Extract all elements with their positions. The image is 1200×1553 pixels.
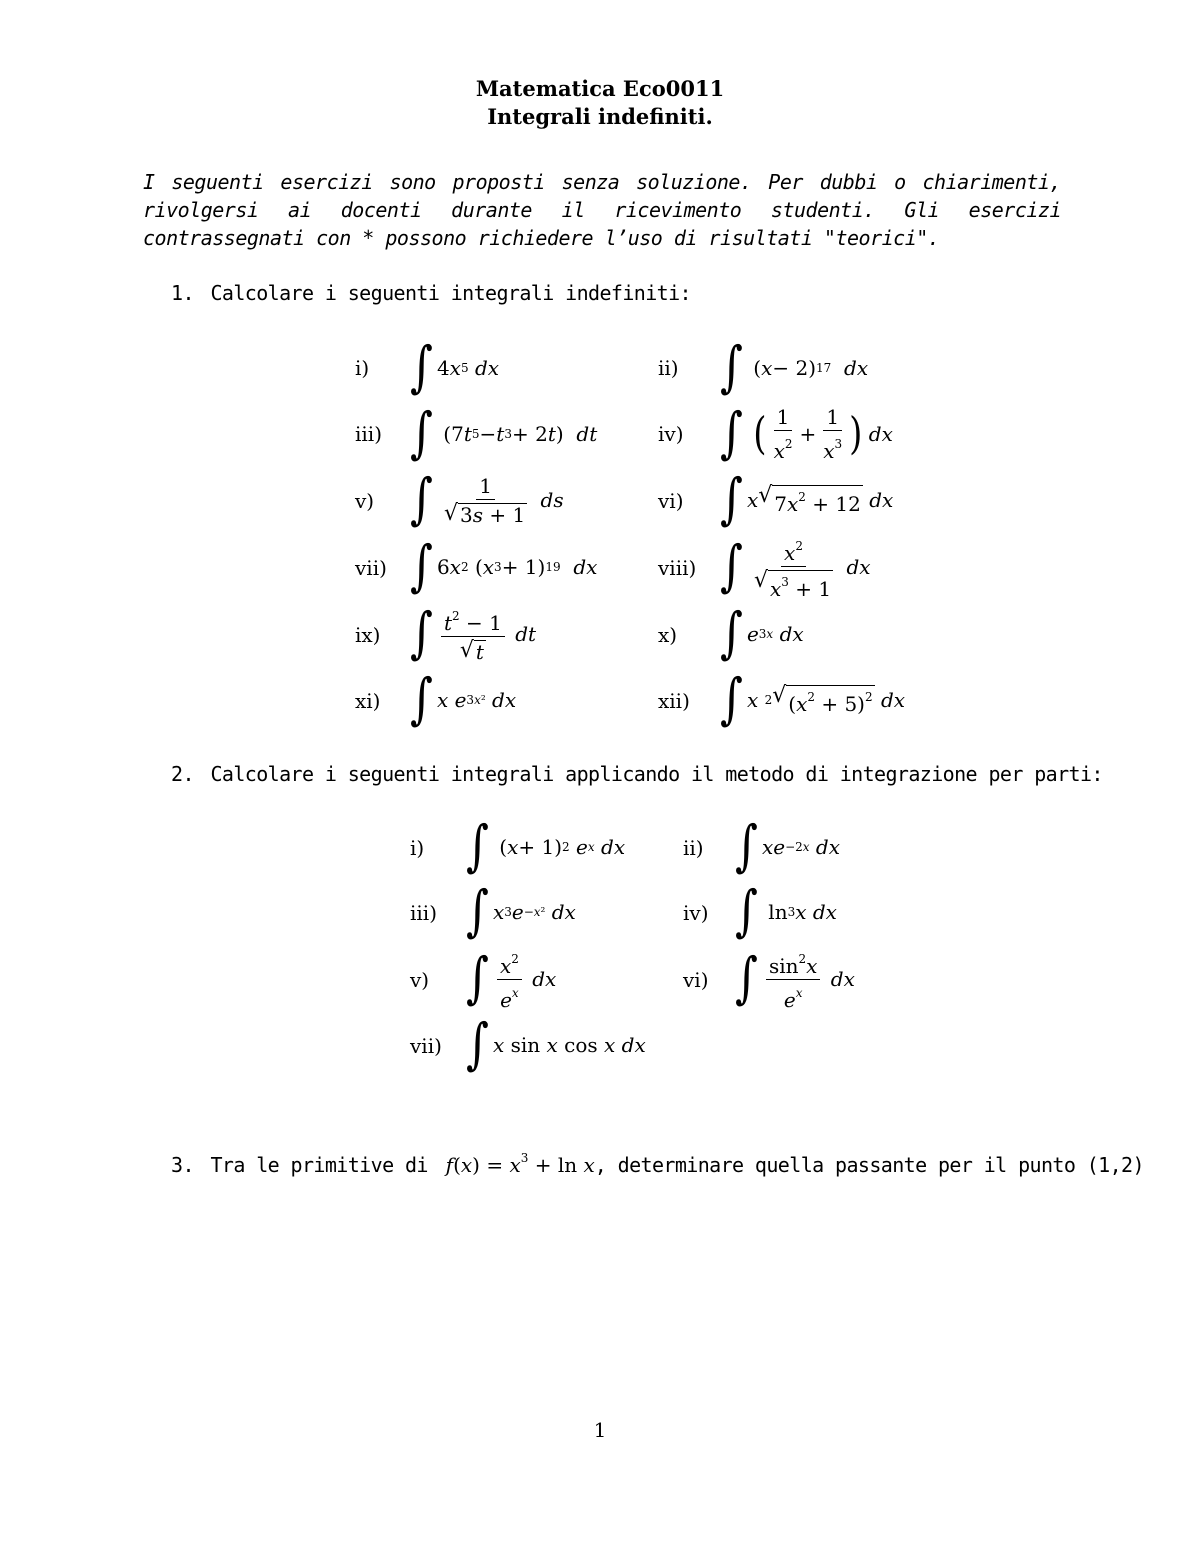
intro-paragraph: I seguenti esercizi sono proposti senza soluzione. Per dubbi o chiarimenti, rivolgersi ai docenti durante il ricevimento studenti. Gli esercizi contrassegnati con * possono richiedere l’uso di risultati "teorici".: [143, 170, 1061, 250]
ex1-label-vii: vii): [355, 556, 387, 580]
ex2-formula-i: ∫ ( x + 1) 2 e x dx: [466, 814, 626, 879]
document-title: Matematica Eco0011: [475, 76, 725, 101]
ex2-formula-ii: ∫ xe −2x dx: [735, 814, 840, 879]
ex2-label-i: i): [410, 836, 425, 860]
ex2-label-vii: vii): [410, 1034, 442, 1058]
integral-sign: ∫: [410, 335, 433, 400]
integral-sign: ∫: [720, 467, 743, 532]
exercise-1-number: 1.: [171, 281, 194, 305]
integral-sign: ∫: [410, 667, 433, 732]
integral-sign: ∫: [410, 401, 433, 466]
ex1-formula-xii: ∫ x 2 √ $(x^2 + 5)^2$ dx: [720, 667, 906, 732]
ex1-label-iv: iv): [658, 422, 684, 446]
ex1-formula-v: ∫ 1 √ 3s + 1 ds: [410, 467, 564, 532]
integral-sign: ∫: [410, 601, 433, 666]
ex1-formula-ii: ∫ ( x − 2) 17 dx: [720, 335, 869, 400]
exercise-2-heading: [171, 762, 1103, 786]
ex2-label-ii: ii): [683, 836, 704, 860]
integral-sign: ∫: [735, 879, 758, 944]
page-number: 1: [593, 1418, 607, 1442]
ex1-formula-vii: ∫ 6 x 2 ( x 3 + 1) 19 dx: [410, 534, 598, 599]
integral-sign: ∫: [410, 534, 433, 599]
ex1-label-xii: xii): [658, 689, 690, 713]
ex1-formula-x: ∫ e 3x dx: [720, 601, 804, 666]
ex2-formula-iii: ∫ x 3 e −x² dx: [466, 879, 576, 944]
ex1-label-iii: iii): [355, 422, 382, 446]
exercise-3-number: 3.: [171, 1153, 194, 1177]
ex1-formula-iv: ∫ ( $\frac{1}{x^2}$ + $\frac{1}{x^3}$ ) dx: [720, 401, 893, 466]
ex1-formula-i: ∫ 4 x 5 dx: [410, 335, 500, 400]
exercise-1-text: Calcolare i seguenti integrali indefiniti:: [210, 281, 691, 305]
ex2-formula-v: ∫ $\frac{x^2}{e^x}$ dx: [466, 946, 557, 1012]
ex1-formula-viii: ∫ $x^2$ √ $x^3 + 1$ dx: [720, 534, 871, 601]
ex1-label-ix: ix): [355, 623, 381, 647]
ex1-label-x: x): [658, 623, 678, 647]
exercise-3-heading: [171, 1151, 1144, 1177]
ex1-formula-ix: ∫ $t^2 - 1$ √ t dt: [410, 601, 537, 666]
integral-sign: ∫: [735, 946, 758, 1011]
integral-sign: ∫: [720, 534, 743, 599]
ex2-label-v: v): [410, 968, 430, 992]
integral-sign: ∫: [720, 601, 743, 666]
exercise-1-heading: [171, 281, 691, 305]
integral-sign: ∫: [720, 335, 743, 400]
ex1-label-viii: viii): [658, 556, 697, 580]
ex2-label-vi: vi): [683, 968, 709, 992]
integral-sign: ∫: [466, 879, 489, 944]
exercise-2-number: 2.: [171, 762, 194, 786]
ex2-formula-iv: ∫ ln 3 x dx: [735, 879, 837, 944]
integral-sign: ∫: [720, 667, 743, 732]
ex1-label-i: i): [355, 356, 370, 380]
exercise-3-text-after: , determinare quella passante per il punto (1,2): [594, 1153, 1144, 1177]
ex1-formula-xi: ∫ x e 3x² dx: [410, 667, 517, 732]
integral-sign: ∫: [720, 401, 743, 466]
exercise-3-function: $f(x) = x^3 + \ln x$: [445, 1151, 595, 1177]
integral-sign: ∫: [466, 814, 489, 879]
ex1-label-v: v): [355, 489, 375, 513]
integral-sign: ∫: [466, 1012, 489, 1077]
ex2-formula-vi: ∫ $\frac{\sin^2x}{e^x}$ dx: [735, 946, 855, 1012]
document-subtitle: Integrali indefiniti.: [487, 104, 713, 129]
ex1-label-xi: xi): [355, 689, 381, 713]
ex1-formula-iii: ∫ (7 t 5 − t 3 + 2 t ) dt: [410, 401, 598, 466]
ex1-formula-vi: ∫ x √ $7x^2 + 12$ dx: [720, 467, 894, 532]
ex1-label-ii: ii): [658, 356, 679, 380]
ex1-label-vi: vi): [658, 489, 684, 513]
exercise-2-text: Calcolare i seguenti integrali applicando il metodo di integrazione per parti:: [210, 762, 1103, 786]
ex2-formula-vii: ∫ x sin x cos x dx: [466, 1012, 646, 1077]
integral-sign: ∫: [735, 814, 758, 879]
integral-sign: ∫: [466, 946, 489, 1011]
exercise-3-text-before: Tra le primitive di: [210, 1153, 428, 1177]
ex2-label-iii: iii): [410, 901, 437, 925]
integral-sign: ∫: [410, 467, 433, 532]
ex2-label-iv: iv): [683, 901, 709, 925]
